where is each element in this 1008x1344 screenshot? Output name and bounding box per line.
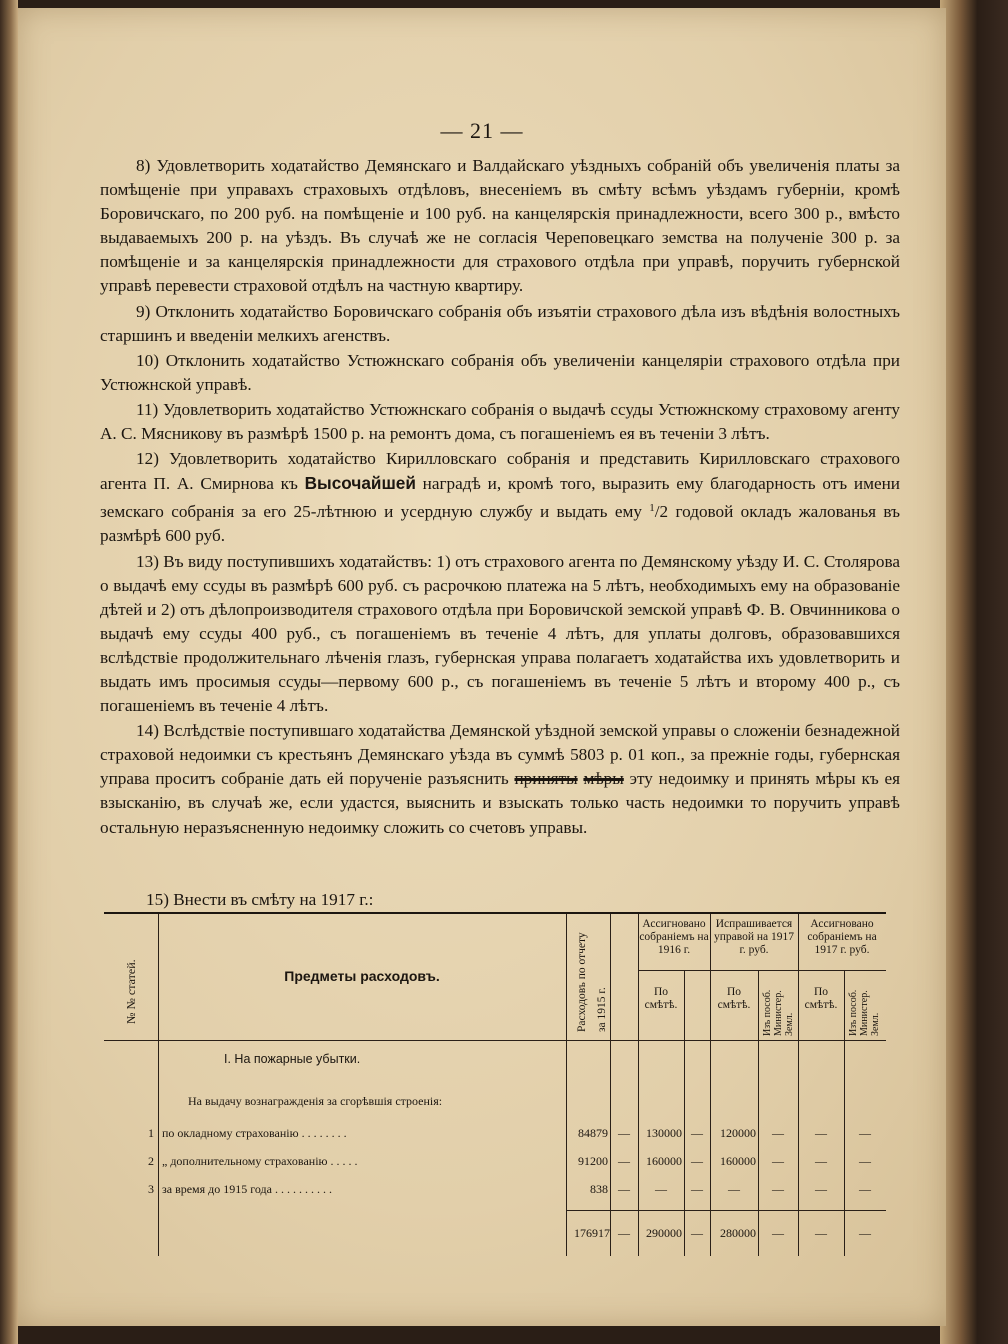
page-edge-right <box>940 0 1008 1344</box>
p14-before: 14) Вслѣдствіе поступившаго ходатайства Демянской уѣздной земской управы о сложеніи безнадежной страховой недоимки съ крестьянъ Демянскаго уѣзда въ суммѣ 5803 р. 01 коп., за прежніе годы, губернская управа проситъ собраніе дать ей порученіе разъяснить <box>100 721 900 789</box>
paragraph-15: 15) Внести въ смѣту на 1917 г.: <box>146 890 374 909</box>
header-po-smete-3: По смѣтѣ. <box>804 986 838 1011</box>
page-number: — 21 — <box>440 118 524 143</box>
header-po-smete-2: По смѣтѣ. <box>717 986 751 1011</box>
row-num: 2 <box>148 1154 154 1168</box>
row-c7: — <box>859 1154 871 1168</box>
row-c7: — <box>859 1182 871 1196</box>
p12-frac-den: /2 <box>654 502 669 522</box>
vline <box>844 970 845 1256</box>
vline <box>684 970 685 1256</box>
p12-frac-num: 1 <box>649 502 655 515</box>
row-c3: — <box>691 1154 703 1168</box>
page-edge-left <box>0 0 18 1344</box>
paragraph-9: 9) Отклонить ходатайство Боровичскаго собранія объ изъятіи страхового дѣла изъ вѣдѣнія волостныхъ старшинъ и введеніи мелкихъ агенствъ. <box>100 301 900 345</box>
p14-after: эту недоимку и принять мѣры къ ея взысканію, въ случаѣ же, если удастся, выяснить и взыскать только часть недоимки то поручить управѣ остальную неразъясненную недоимку сложить со счетовъ управы. <box>100 769 901 837</box>
row-label: „ дополнительному страхованію . . . . . <box>162 1154 358 1168</box>
vline <box>638 914 639 1256</box>
hline <box>638 970 886 971</box>
header-iz-posob-2: Изъ пособ. Министер. Земл. <box>762 989 795 1036</box>
vline <box>798 914 799 1256</box>
p14-struck-1: приняты <box>514 769 578 789</box>
row-c6: — <box>815 1126 827 1140</box>
total-c2: 290000 <box>646 1226 682 1240</box>
vline <box>566 914 567 1256</box>
vline <box>758 970 759 1256</box>
p12-after: годовой окладъ жалованья въ размѣрѣ 600 руб. <box>100 502 900 546</box>
row-c2: — <box>655 1182 667 1196</box>
p14-struck-2: мѣры <box>583 769 624 789</box>
row-c4: — <box>728 1182 740 1196</box>
row-spent: 84879 <box>578 1126 608 1140</box>
header-group-1: Ассигновано собраніемъ на 1916 г. <box>639 918 709 956</box>
paragraph-13: 13) Въ виду поступившихъ ходатайствъ: 1) отъ страхового агента по Демянскому уѣзду И. С. Столярова о выдачѣ ему ссуды въ размѣрѣ 600 руб. съ расрочкою платежа на 5 лѣтъ, необходимыхъ ему на образованіе дѣтей и 2) отъ дѣлопроизводителя страхового отдѣла при Боровичской земской управѣ Ф. В. Овчинникова о выдачѣ ему ссуды 400 руб., съ погашеніемъ въ теченіе 4 лѣтъ, для уплаты долговъ, образовавшихся вслѣдствіе продолжительнаго лѣченія глазъ, губернская управа полагаетъ ходатайства ихъ удовлетворить и выдать имъ просимыя ссуды—первому 600 р., съ погашеніемъ въ теченіе 5 лѣтъ и второму 400 р., съ погашеніемъ въ теченіе 4 лѣтъ. <box>100 551 900 716</box>
paragraph-10: 10) Отклонить ходатайство Устюжнскаго собранія объ увеличеніи канцеляріи страхового отдѣла при Устюжнской управѣ. <box>100 350 900 394</box>
hline <box>104 1040 886 1041</box>
row-spent: 91200 <box>578 1154 608 1168</box>
row-num: 3 <box>148 1182 154 1196</box>
row-c5: — <box>772 1182 784 1196</box>
total-c7: — <box>859 1226 871 1240</box>
row-c6: — <box>815 1154 827 1168</box>
row-label: по окладному страхованію . . . . . . . . <box>162 1126 347 1140</box>
row-c4: 160000 <box>720 1154 756 1168</box>
total-c4: 280000 <box>720 1226 756 1240</box>
document-page <box>18 8 946 1326</box>
header-num: № № статей. <box>124 959 138 1024</box>
row-c5: — <box>772 1154 784 1168</box>
row-c1: — <box>618 1154 630 1168</box>
row-c1: — <box>618 1126 630 1140</box>
total-c1: — <box>618 1226 630 1240</box>
total-spent: 176917 <box>574 1226 610 1240</box>
row-c2: 130000 <box>646 1126 682 1140</box>
row-num: 1 <box>148 1126 154 1140</box>
paragraph-12 <box>100 447 900 548</box>
row-label: за время до 1915 года . . . . . . . . . . <box>162 1182 332 1196</box>
header-group-2: Испрашивается управой на 1917 г. руб. <box>713 918 795 956</box>
paragraph-8: 8) Удовлетворить ходатайство Демянскаго и Валдайскаго уѣздныхъ собраній объ увеличенія платы за помѣщеніе при управахъ страховыхъ отдѣловъ, внесеніемъ въ смѣту всѣмъ уѣздамъ губерніи, кромѣ Боровичскаго, по 200 руб. на помѣщеніе и 100 руб. на канцелярскія принадлежности, всего 300 р., вмѣсто выдаваемыхъ 200 р. на уѣздъ. Въ случаѣ же не согласія Череповецкаго земства на полученіе 300 р. за помѣщеніе и за канцелярскія принадлежности для страхового отдѣла при управѣ, поручить губернской управѣ перевести страховой отдѣлъ на частную квартиру. <box>100 156 900 296</box>
section-title: I. На пожарные убытки. <box>224 1052 361 1066</box>
row-c1: — <box>618 1182 630 1196</box>
vline <box>158 914 159 1256</box>
header-iz-posob-3: Изъ пособ. Министер. Земл. <box>848 989 881 1036</box>
row-c6: — <box>815 1182 827 1196</box>
row-c7: — <box>859 1126 871 1140</box>
header-items: Предметы расходовъ. <box>284 968 440 984</box>
expense-table <box>104 912 886 1258</box>
header-po-smete-1: По смѣтѣ. <box>644 986 678 1011</box>
total-c6: — <box>815 1226 827 1240</box>
total-c3: — <box>691 1226 703 1240</box>
row-c4: 120000 <box>720 1126 756 1140</box>
p12-bold-word: Высочайшей <box>304 473 416 494</box>
body-text <box>100 154 900 840</box>
paragraph-11: 11) Удовлетворить ходатайство Устюжнскаго собранія о выдачѣ ссуды Устюжнскому страховому агенту А. С. Мясникову въ размѣрѣ 1500 р. на ремонтъ дома, съ погашеніемъ ея въ теченіи 3 лѣтъ. <box>100 399 900 444</box>
hline <box>566 1210 886 1211</box>
row-c3: — <box>691 1126 703 1140</box>
p12-before: 12) Удовлетворить ходатайство Кирилловскаго собранія и представить Кирилловскаго страхового агента П. А. Смирнова къ <box>100 449 900 494</box>
row-c5: — <box>772 1126 784 1140</box>
vline <box>710 914 711 1256</box>
p12-middle: наградѣ и, кромѣ того, выразить ему благодарность отъ имени земскаго собранія за его 25-лѣтнюю и усердную службу и выдать ему <box>100 474 900 522</box>
total-c5: — <box>772 1226 784 1240</box>
header-group-3: Ассигновано собраніемъ на 1917 г. руб. <box>807 918 877 956</box>
paragraph-14 <box>100 719 900 839</box>
row-spent: 838 <box>590 1182 608 1196</box>
row-c2: 160000 <box>646 1154 682 1168</box>
section-subtitle: На выдачу вознагражденія за сгорѣвшія строенія: <box>188 1094 443 1108</box>
row-c3: — <box>691 1182 703 1196</box>
header-spent: Расходовъ по отчету за 1915 г. <box>576 932 608 1032</box>
